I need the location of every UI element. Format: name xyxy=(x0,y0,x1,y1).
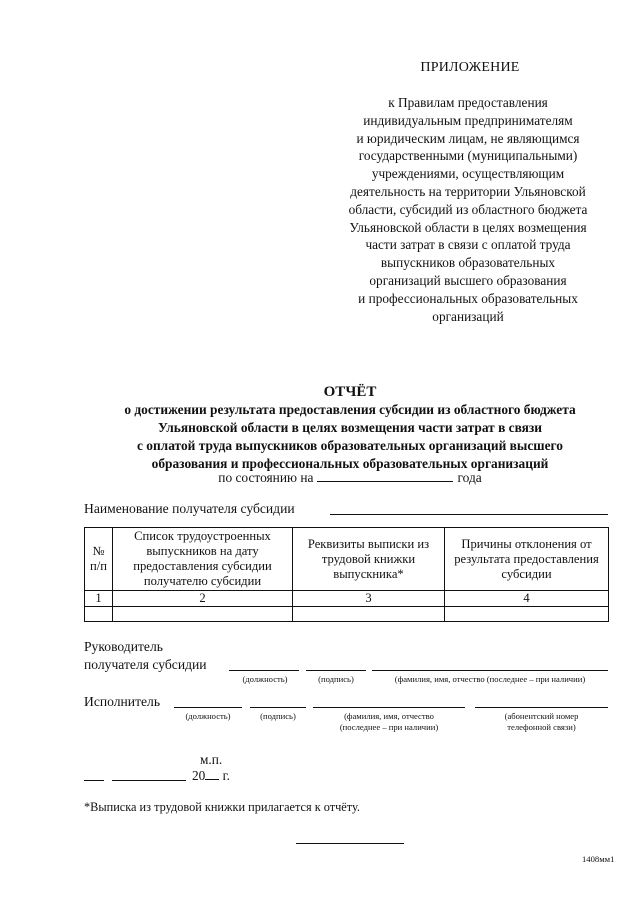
date-year-prefix: 20 xyxy=(192,768,206,783)
executor-signature-field[interactable] xyxy=(250,707,306,708)
appendix-line: Ульяновской области в целях возмещения xyxy=(349,219,587,235)
column-number-cell: 4 xyxy=(445,591,609,607)
executor-label: Исполнитель xyxy=(84,694,161,709)
appendix-line: индивидуальным предпринимателям xyxy=(363,112,573,128)
caption-phone: (абонентский номер xyxy=(504,711,579,721)
as-of-line xyxy=(60,470,640,486)
appendix-line: к Правилам предоставления xyxy=(388,95,548,110)
report-subtitle-line: Ульяновской области в целях возмещения части затрат в связи xyxy=(157,420,543,435)
executor-phone-field[interactable] xyxy=(475,707,608,708)
manager-position-field[interactable] xyxy=(229,670,299,671)
report-subtitle xyxy=(60,401,640,473)
appendix-line: и юридическим лицам, не являющимся xyxy=(356,130,580,146)
manager-label-line2: получателя субсидии xyxy=(84,657,207,672)
appendix-line: выпускников образовательных xyxy=(380,255,556,271)
executor-position-field[interactable] xyxy=(174,707,242,708)
col-header-reasons: Причины отклонения от результата предоставления субсидии xyxy=(445,528,609,591)
caption-signature: (подпись) xyxy=(318,674,354,684)
table-header-row xyxy=(85,528,609,591)
manager-name-field[interactable] xyxy=(372,670,608,671)
as-of-suffix: года xyxy=(457,470,482,485)
appendix-line: государственными (муниципальными) xyxy=(358,148,578,164)
manager-signature-field[interactable] xyxy=(306,670,366,671)
table-cell[interactable] xyxy=(445,607,609,622)
footnote: *Выписка из трудовой книжки прилагается к отчёту. xyxy=(84,800,360,814)
caption-position: (должность) xyxy=(185,711,231,721)
column-number-cell: 3 xyxy=(293,591,445,607)
table-row xyxy=(85,591,609,607)
appendix-line: деятельность на территории Ульяновской xyxy=(350,183,586,199)
table-row xyxy=(85,607,609,622)
stamp-mark: м.п. xyxy=(200,752,223,767)
col-header-number: № п/п xyxy=(85,528,113,591)
recipient-name-field[interactable] xyxy=(330,514,608,515)
appendix-line: части затрат в связи с оплатой труда xyxy=(365,237,571,253)
report-subtitle-line: образования и профессиональных образовательных организаций xyxy=(151,456,549,471)
appendix-line: организаций высшего образования xyxy=(369,272,567,288)
date-day-field[interactable] xyxy=(84,780,104,781)
col-header-requisites: Реквизиты выписки из трудовой книжки выпускника* xyxy=(293,528,445,591)
graduates-table xyxy=(84,527,609,622)
end-separator xyxy=(296,843,404,844)
manager-label-line1: Руководитель xyxy=(84,639,163,654)
report-subtitle-line: с оплатой труда выпускников образовательных организаций высшего xyxy=(136,438,563,453)
table-cell[interactable] xyxy=(293,607,445,622)
table-cell[interactable] xyxy=(113,607,293,622)
appendix-line: области, субсидий из областного бюджета xyxy=(348,201,588,217)
appendix-rules-text xyxy=(318,94,618,325)
as-of-prefix: по состоянию на xyxy=(218,470,314,485)
appendix-line: учреждениями, осуществляющим xyxy=(371,166,565,182)
report-subtitle-line: о достижении результата предоставления субсидии из областного бюджета xyxy=(124,402,576,417)
caption-full-name: (фамилия, имя, отчество xyxy=(344,711,434,721)
executor-name-field[interactable] xyxy=(313,707,465,708)
caption-phone-2: телефонной связи) xyxy=(507,722,576,732)
caption-full-name: (фамилия, имя, отчество (последнее – при наличии) xyxy=(394,674,586,684)
appendix-title: ПРИЛОЖЕНИЕ xyxy=(420,60,520,75)
caption-signature: (подпись) xyxy=(260,711,296,721)
date-month-field[interactable] xyxy=(112,780,186,781)
appendix-line: организаций xyxy=(432,308,504,324)
col-header-graduates: Список трудоустроенных выпускников на дату предоставления субсидии получателю субсидии xyxy=(113,528,293,591)
report-title: ОТЧЁТ xyxy=(323,384,377,400)
recipient-label: Наименование получателя субсидии xyxy=(84,501,295,516)
caption-position: (должность) xyxy=(242,674,288,684)
document-code: 1408мм1 xyxy=(582,854,615,864)
column-number-cell: 1 xyxy=(85,591,113,607)
date-suffix: г. xyxy=(222,768,230,783)
date-year xyxy=(192,768,230,784)
caption-full-name-2: (последнее – при наличии) xyxy=(339,722,439,732)
column-number-cell: 2 xyxy=(113,591,293,607)
table-cell[interactable] xyxy=(85,607,113,622)
as-of-date-field[interactable] xyxy=(317,470,453,482)
appendix-line: и профессиональных образовательных xyxy=(358,290,578,306)
date-year-field[interactable] xyxy=(205,768,219,780)
